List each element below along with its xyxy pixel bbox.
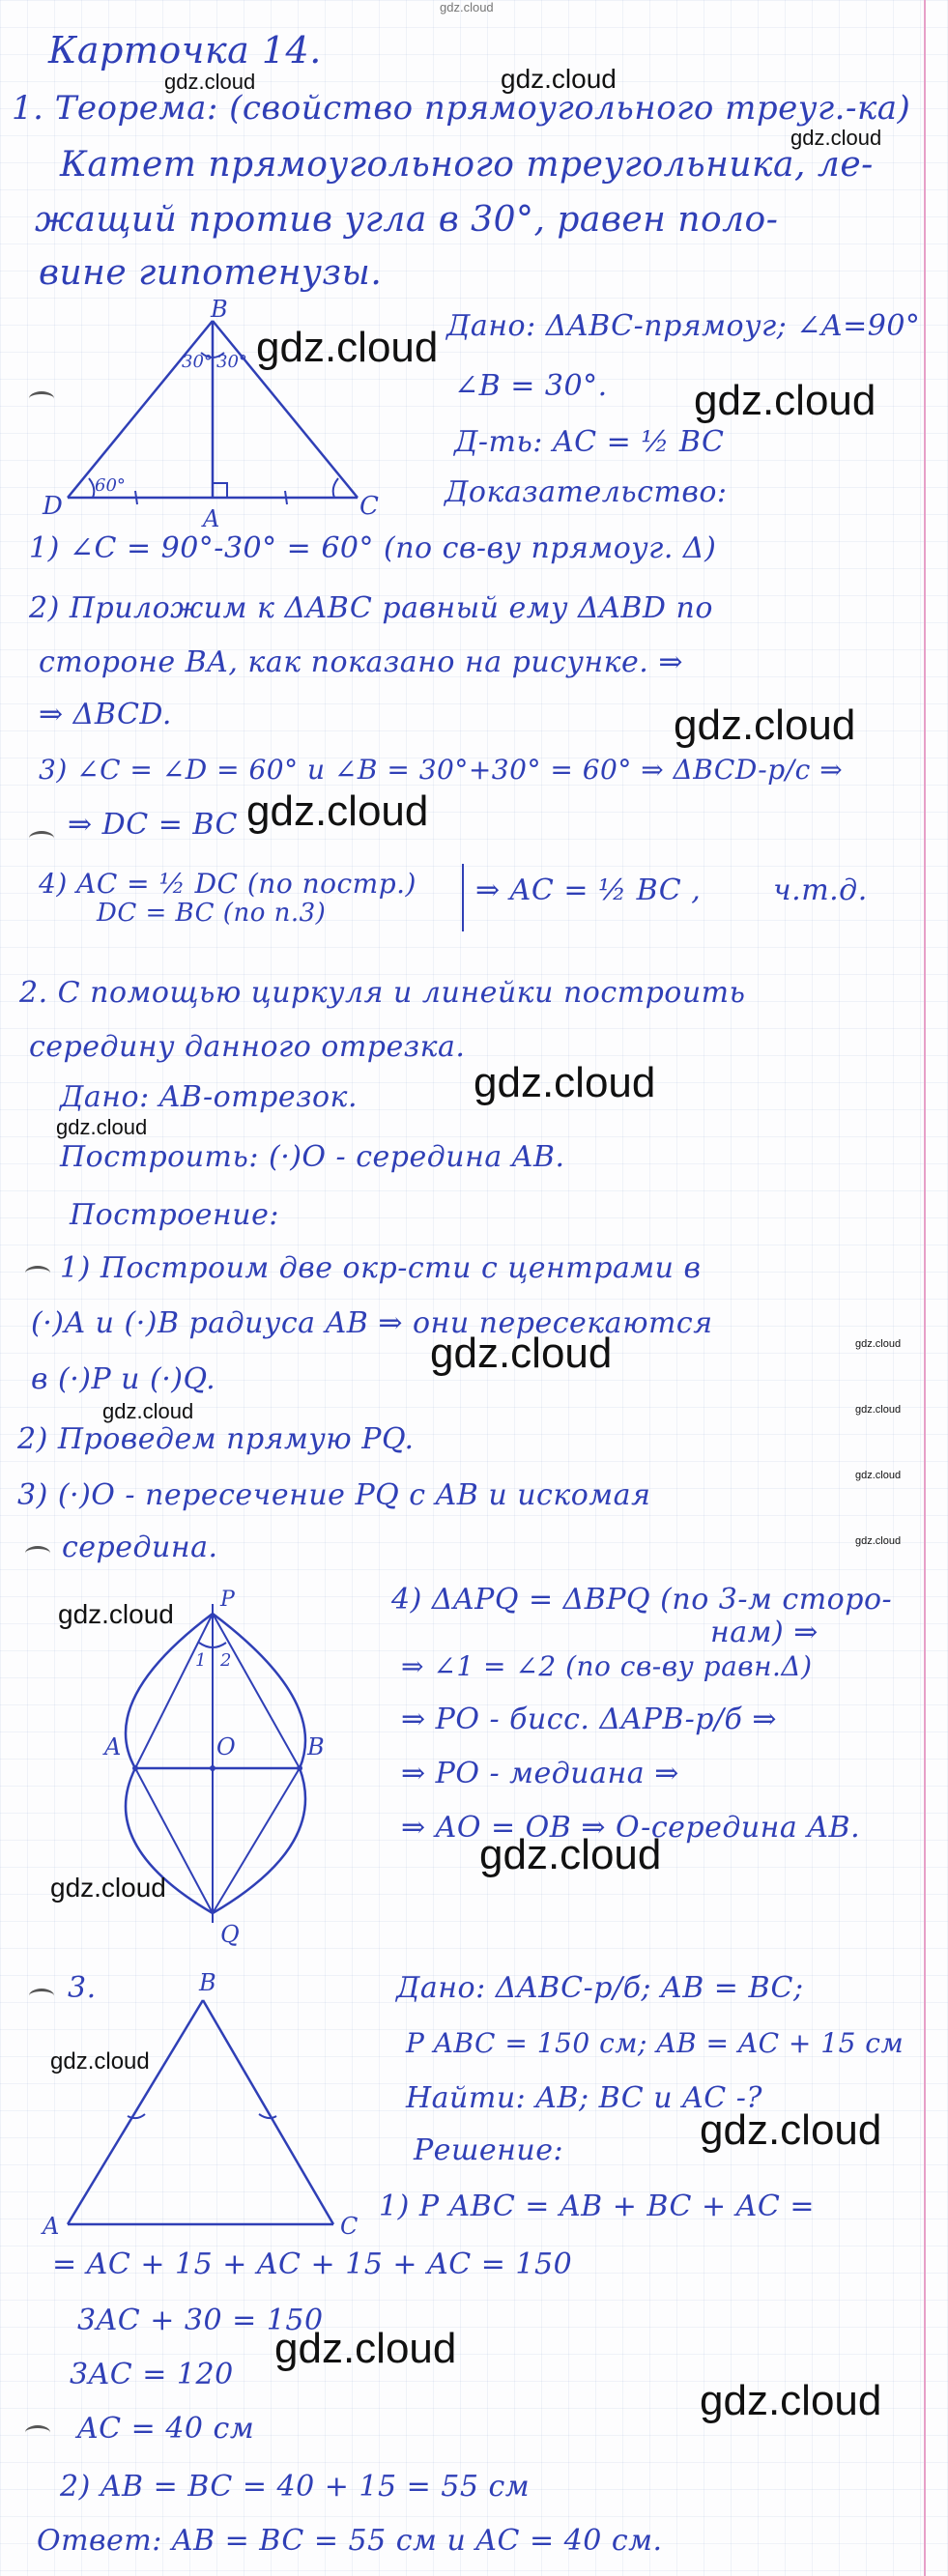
fig2-label-Q: Q xyxy=(220,1921,240,1948)
task1-line1: 1. Теорема: (свойство прямоугольного треуг.-ка) xyxy=(12,89,911,128)
task3-num: 3. xyxy=(68,1971,97,2005)
watermark: gdz.cloud xyxy=(855,1470,902,1481)
task2-s4e: ⇒ PO - медиана ⇒ xyxy=(401,1757,679,1790)
fig2-label-P: P xyxy=(220,1588,235,1612)
task3-given: Дано: ΔABC-р/б; AB = BC; xyxy=(396,1971,804,2005)
fig2-label-1: 1 xyxy=(195,1650,207,1671)
fig3-label-A: A xyxy=(43,2213,60,2240)
watermark: gdz.cloud xyxy=(474,1059,656,1106)
task2-s1a: 1) Построим две окр-сти с центрами в xyxy=(60,1251,702,1285)
task3-sol-title: Решение: xyxy=(414,2133,564,2167)
fig1-label-A: A xyxy=(203,505,220,532)
task1-proof-title: Доказательство: xyxy=(445,475,728,509)
watermark: gdz.cloud xyxy=(700,2106,882,2154)
task1-line4: вине гипотенузы. xyxy=(39,253,383,293)
fig1-label-D: D xyxy=(43,492,63,521)
watermark: gdz.cloud xyxy=(50,2048,150,2075)
task2-s4a: 4) ΔAPQ = ΔBPQ (по 3-м сторо- xyxy=(391,1583,893,1617)
watermark: gdz.cloud xyxy=(256,324,439,371)
hook-mark xyxy=(25,2425,50,2440)
task3-s1e: AC = 40 см xyxy=(77,2412,255,2446)
fig1-label-30b: 30° xyxy=(216,352,247,372)
fig2-label-O: O xyxy=(216,1733,236,1760)
card-title: Карточка 14. xyxy=(48,29,322,72)
task1-step3b: ⇒ DC = BC xyxy=(68,808,238,842)
task1-step4-bracket xyxy=(462,864,464,931)
task1-prove: Д-ть: AC = ½ BC xyxy=(454,425,725,459)
watermark: gdz.cloud xyxy=(855,1535,902,1547)
hook-mark xyxy=(29,831,54,845)
task1-step4c: ⇒ AC = ½ BC , xyxy=(475,873,702,907)
hook-mark xyxy=(29,1989,54,2003)
watermark: gdz.cloud xyxy=(501,64,617,94)
fig1-label-30a: 30° xyxy=(182,352,213,372)
fig2-label-A: A xyxy=(104,1733,122,1760)
watermark: gdz.cloud xyxy=(430,1330,613,1377)
watermark: gdz.cloud xyxy=(674,701,856,749)
task2-s4f: ⇒ AO = OB ⇒ O-середина AB. xyxy=(401,1811,861,1845)
fig2-label-B: B xyxy=(307,1733,325,1760)
task1-step1: 1) ∠C = 90°-30° = 60° (по св-ву прямоуг. Δ) xyxy=(29,531,717,565)
fig1-label-60: 60° xyxy=(95,475,126,496)
task1-qed: ч.т.д. xyxy=(773,873,868,907)
task1-line2: Катет прямоугольного треугольника, ле- xyxy=(60,145,874,185)
watermark-top: gdz.cloud xyxy=(440,0,494,14)
margin-line xyxy=(924,0,926,2576)
task3-s1: 1) P ABC = AB + BC + AC = xyxy=(379,2190,815,2223)
watermark: gdz.cloud xyxy=(855,1338,902,1350)
task3-s1b: = AC + 15 + AC + 15 + AC = 150 xyxy=(52,2247,573,2281)
watermark: gdz.cloud xyxy=(164,70,256,94)
task2-s4d: ⇒ PO - бисс. ΔAPB-р/б ⇒ xyxy=(401,1703,778,1736)
task2-s4b: нам) ⇒ xyxy=(710,1616,819,1649)
task2-s4c: ⇒ ∠1 = ∠2 (по св-ву равн.Δ) xyxy=(401,1650,813,1682)
task2-given: Дано: AB-отрезок. xyxy=(60,1080,358,1114)
task3-find: Найти: AB; BC и AC -? xyxy=(406,2081,762,2115)
watermark: gdz.cloud xyxy=(855,1404,902,1416)
task1-step2c: ⇒ ΔBCD. xyxy=(39,698,172,731)
task3-given2: P ABC = 150 см; AB = AC + 15 см xyxy=(406,2027,905,2059)
task3-s1d: 3AC = 120 xyxy=(70,2358,234,2391)
fig1-label-C: C xyxy=(359,492,379,521)
task2-s3b: середина. xyxy=(62,1531,218,1564)
task3-s1c: 3AC + 30 = 150 xyxy=(77,2304,324,2337)
task2-s1b: (·)A и (·)B радиуса AB ⇒ они пересекаются xyxy=(31,1306,713,1340)
watermark: gdz.cloud xyxy=(694,377,876,424)
watermark: gdz.cloud xyxy=(790,126,882,150)
hook-mark xyxy=(25,1546,50,1560)
task2-line1: 2. С помощью циркуля и линейки построить xyxy=(19,976,746,1010)
hook-mark xyxy=(25,1266,50,1280)
watermark: gdz.cloud xyxy=(102,1399,194,1423)
task1-given: Дано: ΔABC-прямоуг; ∠A=90° xyxy=(446,309,921,343)
isosceles-figure xyxy=(39,1971,358,2251)
task1-step4b: DC = BC (по п.3) xyxy=(97,899,327,928)
fig3-label-C: C xyxy=(340,2213,359,2240)
task2-build: Построить: (·)O - середина AB. xyxy=(60,1140,565,1174)
task2-s3a: 3) (·)O - пересечение PQ с AB и искомая xyxy=(17,1478,651,1512)
watermark: gdz.cloud xyxy=(479,1831,662,1878)
hook-mark xyxy=(29,391,54,406)
task3-s2: 2) AB = BC = 40 + 15 = 55 см xyxy=(60,2470,531,2504)
watermark: gdz.cloud xyxy=(50,1873,166,1903)
task2-s2: 2) Проведем прямую PQ. xyxy=(17,1422,415,1456)
fig2-label-2: 2 xyxy=(220,1650,232,1671)
task1-step2a: 2) Приложим к ΔABC равный ему ΔABD по xyxy=(29,591,713,625)
task1-given2: ∠B = 30°. xyxy=(454,369,608,403)
fig3-label-B: B xyxy=(199,1969,216,1996)
task1-step2b: стороне BA, как показано на рисунке. ⇒ xyxy=(39,645,684,679)
task1-step4a: 4) AC = ½ DC (по постр.) xyxy=(39,868,417,900)
watermark: gdz.cloud xyxy=(246,787,429,835)
fig1-label-B: B xyxy=(211,296,228,323)
watermark: gdz.cloud xyxy=(58,1599,174,1629)
task2-con-title: Построение: xyxy=(70,1198,279,1232)
task3-answer: Ответ: AB = BC = 55 см и AC = 40 см. xyxy=(37,2524,663,2558)
watermark: gdz.cloud xyxy=(700,2377,882,2424)
task2-line2: середину данного отрезка. xyxy=(29,1030,466,1064)
task1-line3: жащий против угла в 30°, равен поло- xyxy=(35,200,779,240)
watermark: gdz.cloud xyxy=(56,1115,148,1139)
task1-step3a: 3) ∠C = ∠D = 60° и ∠B = 30°+30° = 60° ⇒ ΔBCD-р/с ⇒ xyxy=(39,754,844,786)
watermark: gdz.cloud xyxy=(274,2325,457,2372)
task2-s1c: в (·)P и (·)Q. xyxy=(31,1362,216,1396)
